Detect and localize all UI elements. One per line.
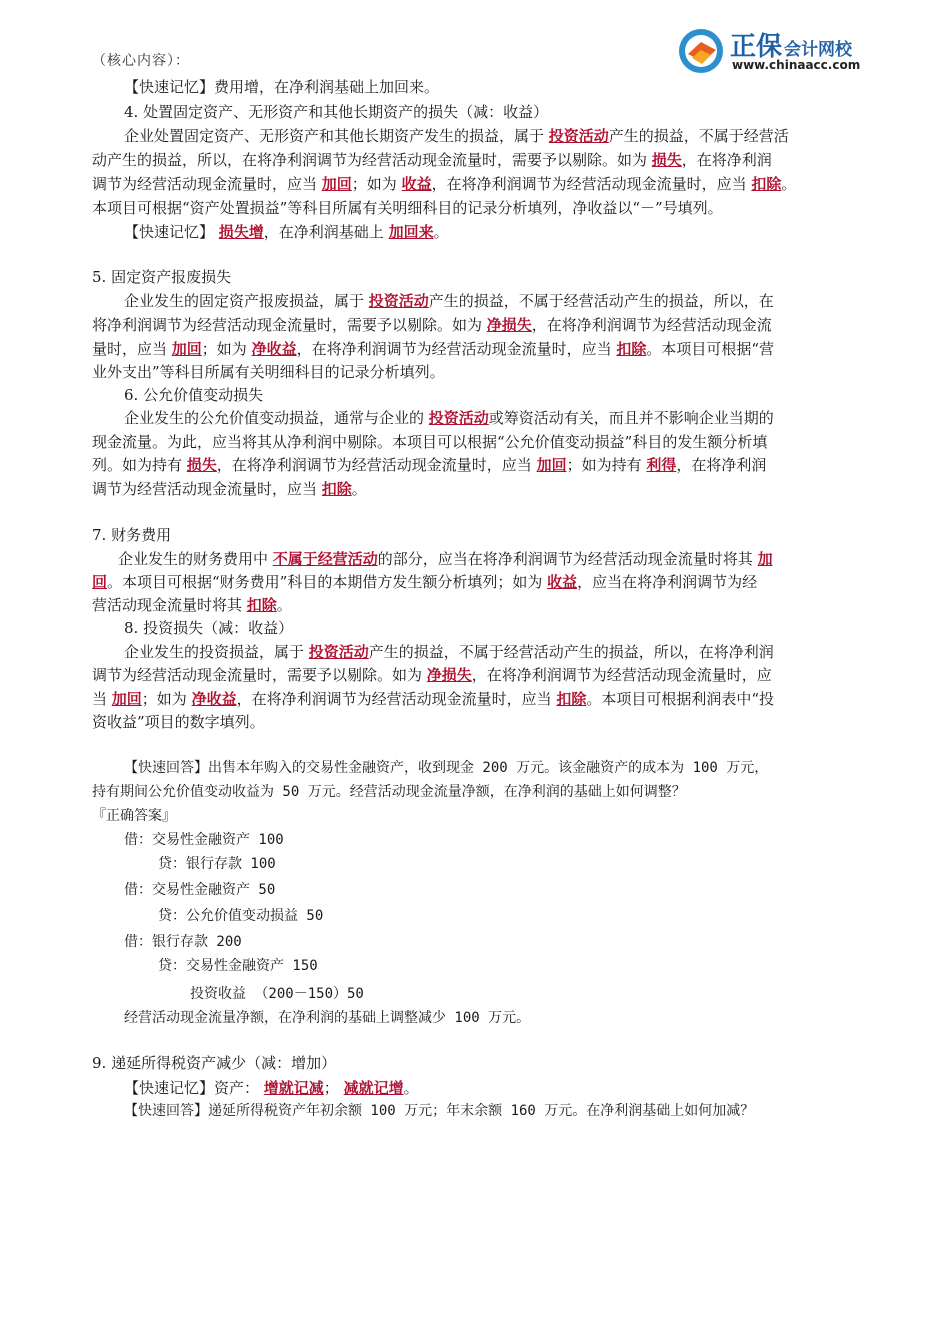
keyword-highlight: 减就记增 xyxy=(343,1079,404,1097)
line-12 xyxy=(92,362,445,382)
line-39 xyxy=(124,1078,419,1098)
text-segment: 。 xyxy=(433,223,449,241)
text-segment: 资收益”项目的数字填列。 xyxy=(92,713,265,731)
text-segment: 借：银行存款 200 xyxy=(124,934,242,950)
text-segment: 投资收益 （200－150）50 xyxy=(190,986,364,1002)
top-cut-text: （核心内容）： xyxy=(92,53,190,69)
text-segment: 当 xyxy=(92,690,112,708)
text-segment: 。 xyxy=(403,1079,419,1097)
line-15 xyxy=(92,432,767,452)
text-segment: 【快速回答】出售本年购入的交易性金融资产，收到现金 200 万元。该金融资产的成本为 100 万元， xyxy=(124,760,769,776)
line-6 xyxy=(92,198,723,218)
text-segment: 企业发生的固定资产报废损益，属于 xyxy=(124,292,369,310)
text-segment: ，在将净利润调节为经营活动现金流量时，应当 xyxy=(296,340,617,358)
keyword-highlight: 扣除 xyxy=(246,596,277,614)
text-segment: 7. 财务费用 xyxy=(92,526,172,544)
line-26 xyxy=(92,712,265,732)
line-40 xyxy=(124,1101,754,1121)
text-segment: 或筹资活动有关，而且并不影响企业当期的 xyxy=(488,409,774,427)
line-33 xyxy=(158,906,323,926)
brand-logo xyxy=(678,26,878,76)
text-segment: 贷：交易性金融资产 150 xyxy=(158,958,318,974)
text-segment: ，在将净利润调节为经营活动现金流量时，应 xyxy=(471,666,772,684)
text-segment: 5. 固定资产报废损失 xyxy=(92,268,232,286)
line-29 xyxy=(92,806,176,826)
line-30 xyxy=(124,830,284,850)
line-7 xyxy=(124,222,449,242)
text-segment: 8. 投资损失（减：收益） xyxy=(124,619,294,637)
text-segment: 借：交易性金融资产 100 xyxy=(124,832,284,848)
keyword-highlight: 加回来 xyxy=(388,223,434,241)
keyword-highlight: 净损失 xyxy=(486,316,532,334)
text-segment: 本项目可根据“资产处置损益”等科目所属有关明细科目的记录分析填列，净收益以“－”号填列。 xyxy=(92,199,723,217)
text-segment: 动产生的损益，所以，在将净利润调节为经营活动现金流量时，需要予以剔除。如为 xyxy=(92,151,652,169)
text-segment: ，在将净利润调节为经营活动现金流 xyxy=(531,316,772,334)
line-13 xyxy=(124,385,263,405)
text-segment: ，应当在将净利润调节为经 xyxy=(577,573,758,591)
text-segment: 【快速记忆】费用增，在净利润基础上加回来。 xyxy=(124,78,440,96)
keyword-highlight: 不属于经营活动 xyxy=(272,550,378,568)
text-segment: 【快速记忆】资产： xyxy=(124,1079,264,1097)
text-segment: ； xyxy=(323,1079,344,1097)
line-16 xyxy=(92,455,766,475)
text-segment: 调节为经营活动现金流量时，需要予以剔除。如为 xyxy=(92,666,427,684)
text-segment: ，在将净利润调节为经营活动现金流量时，应当 xyxy=(431,175,752,193)
text-segment: 产生的损益，不属于经营活 xyxy=(608,127,789,145)
text-segment: 【快速回答】递延所得税资产年初余额 100 万元；年末余额 160 万元。在净利润基础上如何加减？ xyxy=(124,1103,755,1119)
text-segment: 调节为经营活动现金流量时，应当 xyxy=(92,480,322,498)
line-14 xyxy=(124,408,774,428)
line-8 xyxy=(92,267,231,287)
keyword-highlight: 加 xyxy=(757,550,773,568)
text-segment: 营活动现金流量时将其 xyxy=(92,596,247,614)
text-segment: 企业发生的公允价值变动损益，通常与企业的 xyxy=(124,409,429,427)
text-segment: 。本项目可根据“营 xyxy=(646,340,775,358)
text-segment: 贷：银行存款 100 xyxy=(158,856,276,872)
text-segment: 9. 递延所得税资产减少（减：增加） xyxy=(92,1054,337,1072)
text-segment: 产生的损益，不属于经营活动产生的损益，所以，在 xyxy=(428,292,774,310)
keyword-highlight: 加回 xyxy=(536,456,567,474)
text-segment: 。 xyxy=(781,175,797,193)
text-segment: ；如为 xyxy=(201,340,252,358)
keyword-highlight: 扣除 xyxy=(616,340,647,358)
text-segment: 。 xyxy=(276,596,292,614)
keyword-highlight: 回 xyxy=(92,573,108,591)
text-segment: 企业发生的财务费用中 xyxy=(118,550,273,568)
text-segment: 『正确答案』 xyxy=(92,808,176,824)
line-1 xyxy=(124,77,439,97)
text-segment: 持有期间公允价值变动收益为 50 万元。经营活动现金流量净额，在净利润的基础上如何调整？ xyxy=(92,784,686,800)
line-19 xyxy=(118,549,773,569)
line-10 xyxy=(92,315,772,335)
keyword-highlight: 收益 xyxy=(401,175,432,193)
line-23 xyxy=(124,642,774,662)
line-18 xyxy=(92,525,171,545)
keyword-highlight: 扣除 xyxy=(321,480,352,498)
keyword-highlight: 净收益 xyxy=(191,690,237,708)
line-38 xyxy=(92,1053,336,1073)
text-segment: 企业处置固定资产、无形资产和其他长期资产发生的损益，属于 xyxy=(124,127,549,145)
line-32 xyxy=(124,880,275,900)
keyword-highlight: 投资活动 xyxy=(368,292,429,310)
keyword-highlight: 加回 xyxy=(111,690,142,708)
text-segment: 调节为经营活动现金流量时，应当 xyxy=(92,175,322,193)
text-segment: ，在将净利润调节为经营活动现金流量时，应当 xyxy=(216,456,537,474)
line-37 xyxy=(124,1008,530,1028)
keyword-highlight: 投资活动 xyxy=(308,643,369,661)
text-segment: 。 xyxy=(351,480,367,498)
line-35 xyxy=(158,956,318,976)
line-17 xyxy=(92,479,367,499)
text-segment: 量时，应当 xyxy=(92,340,172,358)
keyword-highlight: 加回 xyxy=(171,340,202,358)
line-2 xyxy=(124,102,548,122)
text-segment: ，在将净利润 xyxy=(681,151,772,169)
text-segment: 经营活动现金流量净额，在净利润的基础上调整减少 100 万元。 xyxy=(124,1010,531,1026)
brand-name-main: 正保 xyxy=(730,32,783,62)
keyword-highlight: 净损失 xyxy=(426,666,472,684)
text-segment: 【快速记忆】 xyxy=(124,223,219,241)
text-segment: ；如为持有 xyxy=(566,456,647,474)
text-segment: 列。如为持有 xyxy=(92,456,187,474)
line-22 xyxy=(124,618,293,638)
line-3 xyxy=(124,126,789,146)
text-segment: 。本项目可根据利润表中“投 xyxy=(586,690,775,708)
keyword-highlight: 扣除 xyxy=(556,690,587,708)
text-segment: ；如为 xyxy=(141,690,192,708)
graduation-cap-icon xyxy=(678,28,724,74)
keyword-highlight: 损失 xyxy=(651,151,682,169)
text-segment: 的部分，应当在将净利润调节为经营活动现金流量时将其 xyxy=(377,550,758,568)
keyword-highlight: 损失增 xyxy=(218,223,264,241)
keyword-highlight: 增就记减 xyxy=(263,1079,324,1097)
keyword-highlight: 收益 xyxy=(547,573,578,591)
line-31 xyxy=(158,854,276,874)
line-4 xyxy=(92,150,772,170)
line-28 xyxy=(92,782,686,802)
brand-url: www.chinaacc.com xyxy=(732,58,861,72)
text-segment: 企业发生的投资损益，属于 xyxy=(124,643,309,661)
text-segment: 产生的损益，不属于经营活动产生的损益，所以，在将净利润 xyxy=(368,643,774,661)
line-20 xyxy=(92,572,757,592)
text-segment: ，在净利润基础上 xyxy=(263,223,389,241)
text-segment: 。本项目可根据“财务费用”科目的本期借方发生额分析填列；如为 xyxy=(107,573,548,591)
line-25 xyxy=(92,689,774,709)
text-segment: ，在将净利润调节为经营活动现金流量时，应当 xyxy=(236,690,557,708)
line-9 xyxy=(124,291,774,311)
keyword-highlight: 净收益 xyxy=(251,340,297,358)
line-36 xyxy=(190,984,364,1004)
text-segment: ；如为 xyxy=(351,175,402,193)
text-segment: ，在将净利润 xyxy=(676,456,767,474)
text-segment: 6. 公允价值变动损失 xyxy=(124,386,264,404)
line-21 xyxy=(92,595,292,615)
line-5 xyxy=(92,174,796,194)
line-11 xyxy=(92,339,774,359)
line-27 xyxy=(124,758,768,778)
keyword-highlight: 扣除 xyxy=(751,175,782,193)
text-segment: 4. 处置固定资产、无形资产和其他长期资产的损失（减：收益） xyxy=(124,103,549,121)
text-segment: 现金流量。为此，应当将其从净利润中剔除。本项目可以根据“公允价值变动损益”科目的发生额分析填 xyxy=(92,433,768,451)
text-segment: 将净利润调节为经营活动现金流量时，需要予以剔除。如为 xyxy=(92,316,487,334)
keyword-highlight: 利得 xyxy=(646,456,677,474)
text-segment: 贷：公允价值变动损益 50 xyxy=(158,908,324,924)
text-segment: 借：交易性金融资产 50 xyxy=(124,882,276,898)
keyword-highlight: 加回 xyxy=(321,175,352,193)
line-34 xyxy=(124,932,242,952)
text-segment: 业外支出”等科目所属有关明细科目的记录分析填列。 xyxy=(92,363,445,381)
keyword-highlight: 投资活动 xyxy=(548,127,609,145)
keyword-highlight: 损失 xyxy=(186,456,217,474)
keyword-highlight: 投资活动 xyxy=(428,409,489,427)
brand-name-sub: 会计网校 xyxy=(784,40,853,60)
line-24 xyxy=(92,665,772,685)
